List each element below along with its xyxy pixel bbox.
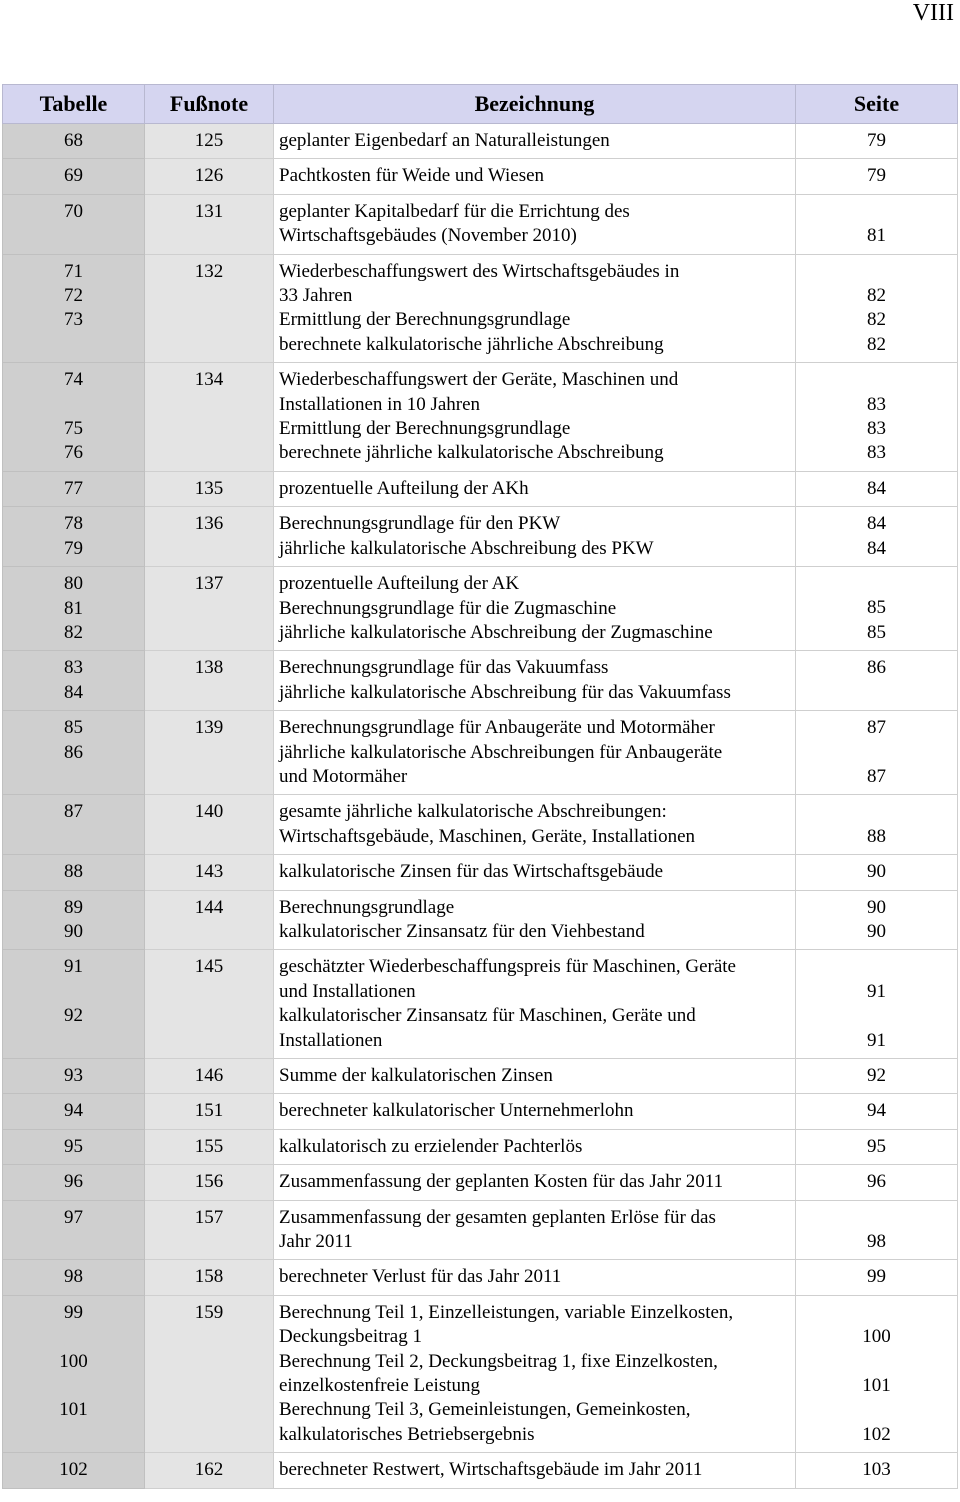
table-number-cell-line: 78 [64,513,83,535]
table-row [3,1260,958,1295]
page-cell-line [796,1206,957,1230]
page-cell [796,194,958,254]
designation-cell [274,363,796,472]
page-cell [796,1260,958,1295]
footnote-cell-value: 139 [194,717,224,739]
designation-cell-line: jährliche kalkulatorische Abschreibung des PKW [279,537,654,559]
table-number-cell-line [3,1325,144,1349]
table-row [3,194,958,254]
designation-cell-line: Jahr 2011 [279,1231,353,1253]
table-number-cell-line: 68 [64,130,83,151]
designation-cell-line: jährliche kalkulatorische Abschreibungen für Anbaugeräte [279,741,723,763]
footnote-cell-value: 138 [194,657,224,679]
table-number-cell [3,363,145,472]
footnote-cell [145,1165,274,1200]
designation-cell-line: Berechnung Teil 1, Einzelleistungen, variable Einzelkosten, [279,1301,734,1323]
footnote-cell [145,1200,274,1260]
designation-cell-line: Ermittlung der Berechnungsgrundlage [279,418,571,440]
footnote-cell-value: 136 [194,513,224,535]
table-number-cell-line: 74 [64,369,83,391]
designation-cell-line: kalkulatorisch zu erzielender Pachterlös [279,1135,583,1157]
page-cell [796,890,958,950]
footnote-cell-value: 137 [194,573,224,595]
page-cell-line: 87 [867,765,886,787]
page-cell-line [796,800,957,824]
table-number-cell [3,855,145,890]
footnote-cell-value: 126 [194,165,224,187]
header-page: Seite [796,85,958,124]
table-number-cell-line: 73 [64,309,83,331]
footnote-cell-value: 155 [194,1135,224,1157]
footnote-cell [145,254,274,363]
designation-cell [274,950,796,1059]
designation-cell-line: Ermittlung der Berechnungsgrundlage [279,309,571,331]
table-number-cell [3,890,145,950]
table-number-cell [3,651,145,711]
designation-cell-line: geschätzter Wiederbeschaffungspreis für Maschinen, Geräte [279,956,736,978]
table-row [3,567,958,651]
page-cell-line: 96 [867,1171,886,1193]
table-row [3,159,958,194]
designation-cell-line: 33 Jahren [279,285,353,307]
designation-cell-line: kalkulatorischer Zinsansatz für den Viehbestand [279,920,645,942]
footnote-cell [145,1453,274,1488]
footnote-cell-value: 144 [194,896,224,918]
table-number-cell-line: 91 [64,956,83,978]
footnote-cell [145,890,274,950]
footnote-cell-value: 134 [194,369,224,391]
page-cell [796,651,958,711]
footnote-cell-value: 157 [194,1206,224,1228]
designation-cell-line: Berechnung Teil 2, Deckungsbeitrag 1, fixe Einzelkosten, [279,1350,718,1372]
designation-cell-line: Wirtschaftsgebäude, Maschinen, Geräte, Installationen [279,825,696,847]
table-number-cell-line: 97 [64,1206,83,1228]
table-row [3,651,958,711]
footnote-cell [145,1129,274,1164]
designation-cell [274,890,796,950]
table-number-cell-line: 88 [64,861,83,883]
page-cell-line [796,572,957,596]
designation-cell-line: geplanter Eigenbedarf an Naturalleistungen [279,130,610,151]
designation-cell-line: Pachtkosten für Weide und Wiesen [279,165,545,187]
page-number: VIII [912,0,954,26]
page-cell [796,567,958,651]
footnote-cell-value: 145 [194,956,224,978]
page-cell-line: 81 [867,225,886,247]
designation-cell-line: und Installationen [279,980,416,1002]
table-number-cell-line: 99 [64,1301,83,1323]
page-cell-line [796,200,957,224]
table-row [3,1295,958,1452]
table-row [3,507,958,567]
footnote-cell [145,651,274,711]
designation-cell [274,471,796,506]
table-number-cell-line: 80 [64,573,83,595]
designation-cell-line: Zusammenfassung der gesamten geplanten Erlöse für das [279,1206,716,1228]
designation-cell [274,1453,796,1488]
table-number-cell-line: 100 [59,1350,88,1372]
table-number-cell-line: 77 [64,477,83,499]
designation-cell [274,1129,796,1164]
page-cell [796,1165,958,1200]
designation-cell [274,124,796,159]
page-cell [796,124,958,159]
designation-cell [274,567,796,651]
designation-cell [274,1295,796,1452]
footnote-cell [145,507,274,567]
designation-cell-line: Berechnungsgrundlage für die Zugmaschine [279,597,617,619]
page-cell-line [796,1301,957,1325]
page-cell-line: 90 [867,920,886,942]
table-row [3,1200,958,1260]
page-cell-line: 92 [867,1065,886,1086]
footnote-cell-value: 159 [194,1301,224,1323]
page-cell-line [796,1004,957,1028]
table-number-cell-line: 71 [64,260,83,282]
table-number-cell-line: 81 [64,597,83,619]
page-cell-line: 84 [867,477,886,499]
table-number-cell-line: 84 [64,681,83,703]
designation-cell-line: Wirtschaftsgebäudes (November 2010) [279,225,577,247]
table-number-cell [3,1059,145,1094]
designation-cell-line: berechneter Restwert, Wirtschaftsgebäude im Jahr 2011 [279,1459,703,1481]
page-cell [796,1200,958,1260]
table-number-cell-line: 85 [64,717,83,739]
footnote-cell-value: 125 [194,130,224,151]
table-row [3,855,958,890]
footnote-cell-value: 162 [194,1459,224,1481]
page-cell-line: 99 [867,1266,886,1288]
footnote-cell [145,1260,274,1295]
page-cell-line [796,368,957,392]
page-cell [796,1059,958,1094]
designation-cell-line: Zusammenfassung der geplanten Kosten für das Jahr 2011 [279,1171,724,1193]
page-cell [796,363,958,472]
footnote-cell-value: 131 [194,200,224,222]
page-cell-line [796,260,957,284]
table-number-cell [3,124,145,159]
table-row [3,1165,958,1200]
designation-cell-line: Berechnung Teil 3, Gemeinleistungen, Gemeinkosten, [279,1399,691,1421]
page-cell-line: 90 [867,861,886,883]
table-number-cell-line: 76 [64,442,83,464]
table-number-cell [3,1094,145,1129]
footnote-cell-value: 156 [194,1171,224,1193]
designation-cell-line: kalkulatorische Zinsen für das Wirtschaftsgebäude [279,861,664,883]
designation-cell [274,651,796,711]
designation-cell-line: Berechnungsgrundlage für Anbaugeräte und Motormäher [279,717,715,739]
page-cell-line: 84 [867,513,886,535]
designation-cell-line: und Motormäher [279,765,408,787]
table-header-row [3,85,958,124]
table-row [3,711,958,795]
table-number-cell-line: 70 [64,200,83,222]
page-cell-line: 101 [862,1375,891,1397]
designation-cell-line: Installationen [279,1029,383,1051]
designation-cell-line: berechnete jährliche kalkulatorische Abschreibung [279,442,664,464]
table-number-cell-line: 93 [64,1065,83,1086]
designation-cell-line: kalkulatorischer Zinsansatz für Maschinen, Geräte und [279,1005,696,1027]
designation-cell-line: Berechnungsgrundlage für das Vakuumfass [279,657,609,679]
table-number-cell [3,254,145,363]
footnote-cell [145,124,274,159]
table-index [2,84,958,1489]
table-number-cell [3,471,145,506]
table-row [3,950,958,1059]
page-cell-line: 98 [867,1231,886,1253]
header-table: Tabelle [3,85,145,124]
footnote-cell [145,363,274,472]
table-number-cell [3,194,145,254]
table-row [3,1094,958,1129]
footnote-cell [145,1059,274,1094]
page-cell [796,950,958,1059]
page-cell-line: 95 [867,1135,886,1157]
table-number-cell-line [3,980,144,1004]
designation-cell-line: Installationen in 10 Jahren [279,393,481,415]
page-cell-line: 94 [867,1100,886,1122]
designation-cell-line: geplanter Kapitalbedarf für die Errichtung des [279,200,630,222]
table-row [3,795,958,855]
table-row [3,1453,958,1488]
page-cell-line: 83 [867,418,886,440]
page-cell-line: 91 [867,1029,886,1051]
designation-cell [274,507,796,567]
footnote-cell-value: 158 [194,1266,224,1288]
table-number-cell-line [3,393,144,417]
page-cell-line: 86 [867,657,886,679]
table-number-cell [3,1129,145,1164]
page-cell-line: 82 [867,309,886,331]
table-row [3,1059,958,1094]
designation-cell [274,1059,796,1094]
footnote-cell-value: 143 [194,861,224,883]
footnote-cell [145,795,274,855]
page-cell-line: 85 [867,597,886,619]
table-number-cell [3,1453,145,1488]
designation-cell-line: Berechnungsgrundlage für den PKW [279,513,561,535]
page-cell-line: 79 [867,165,886,187]
footnote-cell [145,1094,274,1129]
table-number-cell-line: 72 [64,285,83,307]
designation-cell-line: gesamte jährliche kalkulatorische Abschreibungen: [279,801,667,823]
table-number-cell [3,950,145,1059]
page-cell [796,254,958,363]
footnote-cell [145,159,274,194]
table-number-cell-line: 92 [64,1005,83,1027]
table-number-cell-line: 83 [64,657,83,679]
page-cell-line: 88 [867,825,886,847]
designation-cell-line: Summe der kalkulatorischen Zinsen [279,1065,553,1086]
designation-cell [274,194,796,254]
designation-cell-line: prozentuelle Aufteilung der AKh [279,477,529,499]
table-number-cell-line: 94 [64,1100,83,1122]
designation-cell-line: jährliche kalkulatorische Abschreibung der Zugmaschine [279,621,713,643]
table-number-cell [3,159,145,194]
page-cell-line: 91 [867,980,886,1002]
page-cell-line: 82 [867,333,886,355]
table-number-cell-line [3,1374,144,1398]
table-number-cell [3,507,145,567]
footnote-cell [145,471,274,506]
table-number-cell-line: 90 [64,920,83,942]
designation-cell-line: jährliche kalkulatorische Abschreibung für das Vakuumfass [279,681,731,703]
table-number-cell [3,567,145,651]
table-number-cell [3,711,145,795]
designation-cell-line: berechnete kalkulatorische jährliche Abschreibung [279,333,664,355]
table-number-cell-line: 69 [64,165,83,187]
designation-cell-line: Berechnungsgrundlage [279,896,455,918]
page-cell-line: 83 [867,393,886,415]
page-cell [796,795,958,855]
page-cell [796,159,958,194]
table-row [3,363,958,472]
table-number-cell-line: 87 [64,801,83,823]
table-number-cell-line: 96 [64,1171,83,1193]
designation-cell-line: Wiederbeschaffungswert des Wirtschaftsgebäudes in [279,260,680,282]
footnote-cell [145,855,274,890]
designation-cell-line: prozentuelle Aufteilung der AK [279,573,520,595]
page-cell [796,471,958,506]
table-row [3,890,958,950]
page-cell [796,1453,958,1488]
table-number-cell-line: 82 [64,621,83,643]
table-number-cell [3,1260,145,1295]
designation-cell-line: berechneter Verlust für das Jahr 2011 [279,1266,562,1288]
designation-cell [274,795,796,855]
page-cell-line: 83 [867,442,886,464]
table-number-cell-line: 95 [64,1135,83,1157]
header-footnote: Fußnote [145,85,274,124]
table-number-cell [3,795,145,855]
table-number-cell [3,1200,145,1260]
table-number-cell [3,1165,145,1200]
page-cell-line: 87 [867,717,886,739]
footnote-cell [145,950,274,1059]
page-cell-line: 100 [862,1326,891,1348]
table-number-cell-line: 89 [64,896,83,918]
page-cell [796,507,958,567]
designation-cell [274,1260,796,1295]
table-row [3,471,958,506]
footnote-cell [145,711,274,795]
footnote-cell-value: 140 [194,801,224,823]
designation-cell-line: berechneter kalkulatorischer Unternehmerlohn [279,1100,634,1122]
footnote-cell [145,567,274,651]
designation-cell-line: Deckungsbeitrag 1 [279,1326,422,1348]
table-number-cell [3,1295,145,1452]
page-cell-line: 90 [867,896,886,918]
table-number-cell-line: 102 [59,1459,88,1481]
table-row [3,124,958,159]
page-cell-line: 84 [867,537,886,559]
designation-cell [274,711,796,795]
designation-cell [274,1165,796,1200]
table-row [3,254,958,363]
table-row [3,1129,958,1164]
page-cell-line: 79 [867,130,886,151]
page-cell [796,1094,958,1129]
page-cell [796,1129,958,1164]
designation-cell-line: Wiederbeschaffungswert der Geräte, Maschinen und [279,369,679,391]
table-number-cell-line: 101 [59,1399,88,1421]
table-number-cell-line: 75 [64,418,83,440]
table-number-cell-line: 98 [64,1266,83,1288]
page-cell-line [796,1398,957,1422]
footnote-cell-value: 151 [194,1100,224,1122]
table-number-cell-line: 79 [64,537,83,559]
page-cell-line: 82 [867,285,886,307]
page-cell [796,711,958,795]
page-cell-line: 102 [862,1423,891,1445]
designation-cell-line: einzelkostenfreie Leistung [279,1375,481,1397]
page-cell-line [796,741,957,765]
footnote-cell [145,194,274,254]
footnote-cell-value: 132 [194,260,224,282]
designation-cell [274,1094,796,1129]
page-cell-line: 103 [862,1459,891,1481]
footnote-cell-value: 135 [194,477,224,499]
page-cell-line [796,681,957,705]
designation-cell [274,254,796,363]
table-number-cell-line: 86 [64,741,83,763]
footnote-cell [145,1295,274,1452]
table-body [3,124,958,1489]
designation-cell-line: kalkulatorisches Betriebsergebnis [279,1423,535,1445]
page-cell-line: 85 [867,621,886,643]
footnote-cell-value: 146 [194,1065,224,1086]
header-designation: Bezeichnung [274,85,796,124]
designation-cell [274,855,796,890]
designation-cell [274,159,796,194]
page-cell-line [796,955,957,979]
page-cell [796,1295,958,1452]
page-cell [796,855,958,890]
page-cell-line [796,1350,957,1374]
designation-cell [274,1200,796,1260]
